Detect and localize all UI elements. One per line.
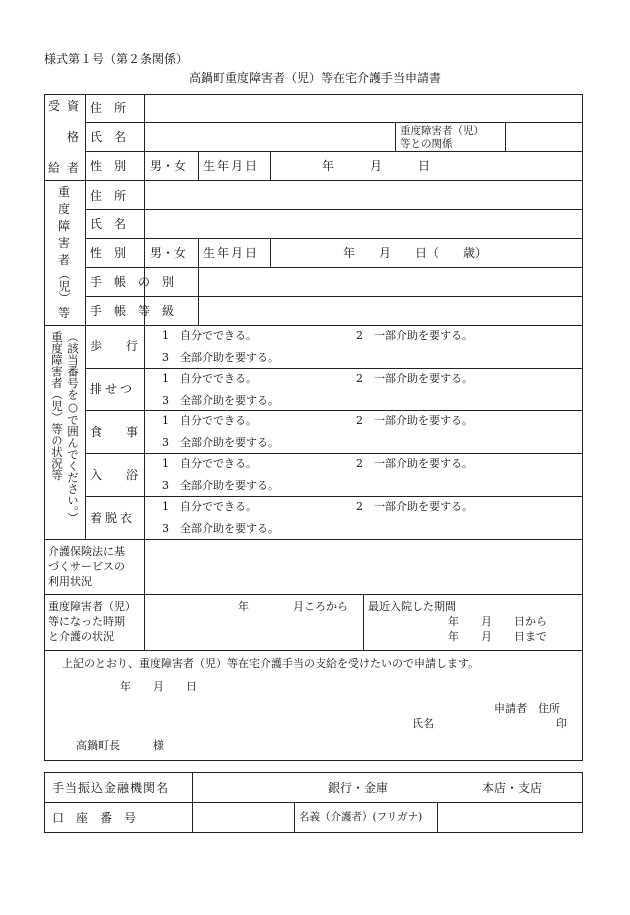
recipient-birth-label: 生年月日 [203, 159, 260, 173]
status-row-label: 食 事 [90, 425, 139, 439]
status-option[interactable]: 3 全部介助を要する。 [162, 394, 279, 407]
page-title: 高鍋町重度障害者（児）等在宅介護手当申請書 [188, 71, 441, 85]
status-option[interactable]: 3 全部介助を要する。 [162, 522, 279, 535]
hospital-period-label: 最近入院した期間 [368, 600, 456, 613]
status-row-label: 入 浴 [90, 468, 139, 482]
disabled-group-char: 障 [58, 219, 71, 233]
declaration-statement: 上記のとおり、重度障害者（児）等在宅介護手当の支給を受けたいので申請します。 [62, 657, 480, 670]
applicant-name-label: 氏名 [412, 717, 434, 730]
disabled-group-char: （児） [57, 268, 71, 304]
status-row-label: 排せつ [90, 382, 136, 396]
disabled-name-field[interactable] [145, 210, 582, 237]
disabled-birth-field[interactable]: 年 月 日（ 歳） [343, 246, 488, 260]
form-number: 様式第１号（第２条関係） [44, 52, 189, 66]
recipient-address-field[interactable] [145, 95, 582, 121]
status-option[interactable]: 3 全部介助を要する。 [162, 436, 279, 449]
status-row-label: 歩 行 [90, 339, 139, 353]
bank-institution-label: 手当振込金融機関名 [52, 781, 170, 795]
relation-label: 等との関係 [400, 138, 453, 150]
insurance-field[interactable] [145, 540, 582, 593]
application-date-field[interactable]: 年 月 日 [120, 680, 197, 693]
disabled-birth-label: 生年月日 [203, 246, 260, 260]
applicant-address-label: 申請者 住所 [494, 702, 560, 715]
status-option[interactable]: 3 全部介助を要する。 [162, 479, 279, 492]
disabled-address-field[interactable] [145, 181, 582, 208]
status-option[interactable]: 2 一部介助を要する。 [356, 457, 473, 470]
status-option[interactable]: 2 一部介助を要する。 [356, 414, 473, 427]
disabled-sex-options[interactable]: 男・女 [150, 246, 187, 260]
disabled-group-char: 度 [58, 202, 71, 216]
account-holder-label: 名義（介護者）(フリガナ) [299, 811, 423, 823]
recipient-birth-field[interactable]: 年 月 日 [322, 159, 431, 173]
status-option[interactable]: 1 自分でできる。 [162, 372, 257, 385]
status-option[interactable]: 2 一部介助を要する。 [356, 329, 473, 342]
recipient-group-char: 者 [67, 161, 80, 175]
relation-field[interactable] [506, 123, 582, 150]
status-group-label: 重度障害者（児）等の状況等 [50, 331, 64, 481]
insurance-label: 利用状況 [48, 575, 92, 588]
disabled-sex-label: 性 別 [90, 246, 127, 260]
relation-label: 重度障害者（児） [400, 125, 484, 137]
status-option[interactable]: 1 自分でできる。 [162, 500, 257, 513]
notebook-grade-label: 手 帳 等 級 [90, 304, 175, 318]
recipient-group-char: 格 [67, 130, 80, 144]
status-group-instruction: （該当番号を○で囲んでください。） [66, 331, 80, 524]
disabled-name-label: 氏 名 [90, 217, 127, 231]
status-row-label: 着脱衣 [90, 511, 136, 525]
recipient-name-field[interactable] [145, 123, 394, 150]
insurance-label: 介護保険法に基 [48, 545, 125, 558]
account-number-label: 口 座 番 号 [52, 811, 137, 825]
timing-label: 等になった時期 [48, 615, 125, 628]
recipient-address-label: 住 所 [90, 101, 127, 115]
recipient-sex-options[interactable]: 男・女 [150, 159, 187, 173]
recipient-group-char: 資 [67, 99, 80, 113]
timing-label: と介護の状況 [48, 630, 114, 643]
insurance-label: づくサービスの [48, 560, 125, 573]
disabled-group-char: 者 [58, 253, 71, 267]
disabled-group-char: 等 [58, 306, 71, 320]
recipient-group-char: 給 [48, 161, 61, 175]
recipient-sex-label: 性 別 [90, 159, 127, 173]
branch-type-field[interactable]: 本店・支店 [482, 781, 543, 795]
notebook-type-field[interactable] [199, 268, 582, 295]
disabled-group-char: 害 [58, 236, 71, 250]
timing-label: 重度障害者（児） [48, 600, 136, 613]
bank-type-field[interactable]: 銀行・金庫 [328, 781, 389, 795]
seal-mark: 印 [556, 717, 567, 730]
status-option[interactable]: 2 一部介助を要する。 [356, 372, 473, 385]
recipient-name-label: 氏 名 [90, 130, 127, 144]
hospital-from-field[interactable]: 年 月 日から [448, 615, 547, 628]
since-field[interactable]: 年 月ころから [238, 600, 348, 613]
status-option[interactable]: 2 一部介助を要する。 [356, 500, 473, 513]
status-option[interactable]: 3 全部介助を要する。 [162, 351, 279, 364]
account-holder-field[interactable] [438, 803, 582, 832]
status-option[interactable]: 1 自分でできる。 [162, 457, 257, 470]
recipient-group-char: 受 [48, 99, 61, 113]
disabled-address-label: 住 所 [90, 189, 127, 203]
status-option[interactable]: 1 自分でできる。 [162, 329, 257, 342]
notebook-type-label: 手 帳 の 別 [90, 275, 175, 289]
disabled-group-char: 重 [58, 185, 71, 199]
hospital-to-field[interactable]: 年 月 日まで [448, 630, 547, 643]
status-option[interactable]: 1 自分でできる。 [162, 414, 257, 427]
notebook-grade-field[interactable] [199, 297, 582, 324]
account-number-field[interactable] [193, 803, 293, 832]
addressee: 高鍋町長 様 [76, 739, 164, 752]
